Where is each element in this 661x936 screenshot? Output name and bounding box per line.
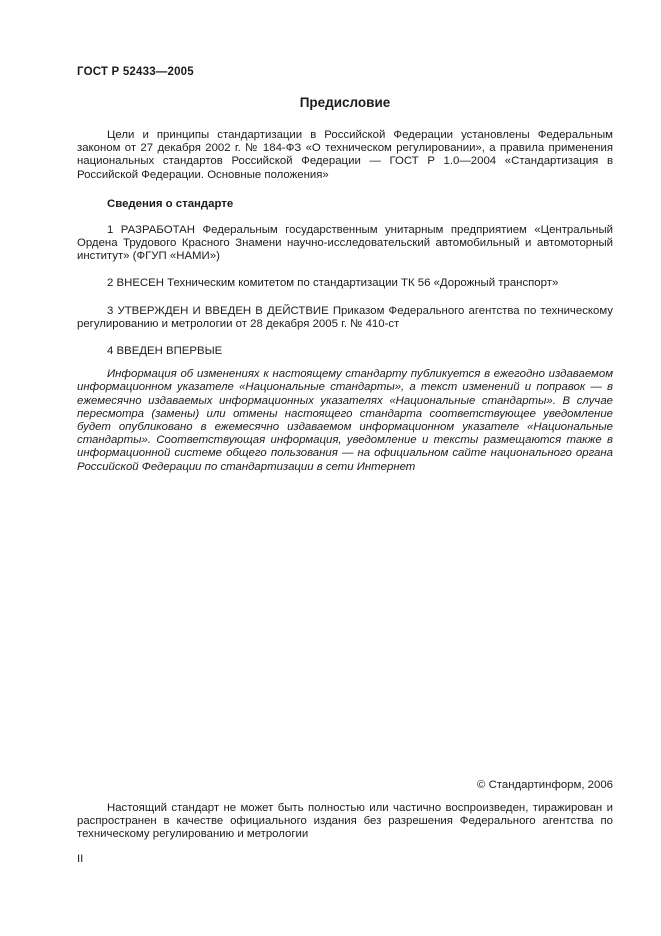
standard-info-item-2: 2 ВНЕСЕН Техническим комитетом по стандартизации ТК 56 «Дорожный транспорт» xyxy=(107,277,559,290)
standard-info-item-4: 4 ВВЕДЕН ВПЕРВЫЕ xyxy=(107,345,223,358)
intro-paragraph: Цели и принципы стандартизации в Российской Федерации установлены Федеральным законом от 27 декабря 2002 г. № 184-ФЗ «О техническом регулировании», а правила применения национальных стандартов Российской Федерации — ГОСТ Р 1.0—2004 «Стандартизация в Российской Федерации. Основные положения» xyxy=(77,129,613,181)
page-content xyxy=(77,66,613,474)
page-title: Предисловие xyxy=(299,95,391,110)
amendments-information-note: Информация об изменениях к настоящему стандарту публикуется в ежегодно издаваемом информационном указателе «Национальные стандарты», а текст изменений и поправок — в ежемесячно издаваемых информационных указателях «Национальные стандарты». В случае пересмотра (замены) или отмены настоящего стандарта соответствующее уведомление будет опубликовано в ежемесячно издаваемом информационном указателе «Национальные стандарты». Соответствующая информация, уведомление и тексты размещаются также в информационной системе общего пользования — на официальном сайте национального органа Российской Федерации по стандартизации в сети Интернет xyxy=(77,368,613,473)
standard-info-item-3: 3 УТВЕРЖДЕН И ВВЕДЕН В ДЕЙСТВИЕ Приказом Федерального агентства по техническому регулированию и метрологии от 28 декабря 2005 г. № 410-ст xyxy=(77,304,613,330)
standard-code: ГОСТ Р 52433—2005 xyxy=(77,66,194,78)
page-footer xyxy=(77,779,613,865)
section-heading-standard-info: Сведения о стандарте xyxy=(107,197,234,210)
page-number: II xyxy=(77,852,84,865)
standard-info-item-1: 1 РАЗРАБОТАН Федеральным государственным унитарным предприятием «Центральный Ордена Трудового Красного Знамени научно-исследовательский автомобильный и автомоторный институт» (ФГУП «НАМИ») xyxy=(77,223,613,263)
copyright-line: © Стандартинформ, 2006 xyxy=(477,779,613,791)
reproduction-notice: Настоящий стандарт не может быть полностью или частично воспроизведен, тиражирован и распространен в качестве официального издания без разрешения Федерального агентства по техническому регулированию и метрологии xyxy=(77,802,613,841)
